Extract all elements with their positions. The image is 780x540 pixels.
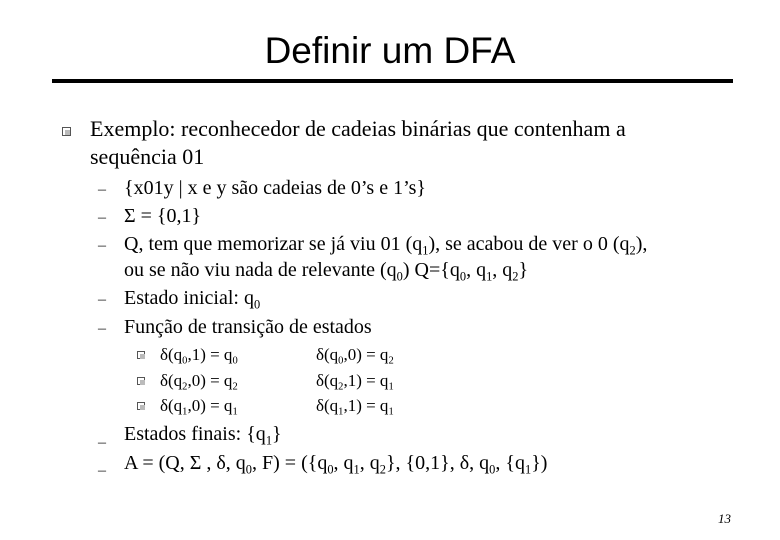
text-part: δ(q (316, 371, 339, 390)
subscript: 0 (245, 462, 252, 477)
subscript: 1 (338, 406, 344, 418)
dash-bullet-icon: – (98, 462, 106, 479)
transition-left-1 (160, 345, 238, 365)
subscript: 2 (388, 355, 394, 367)
transition-right-2 (316, 371, 394, 391)
subscript: 1 (182, 406, 188, 418)
transition-left-2 (160, 371, 238, 391)
dash-bullet-icon: – (98, 181, 106, 198)
subscript: 2 (629, 243, 636, 258)
dash-bullet-icon: – (98, 291, 106, 308)
subscript: 2 (182, 381, 188, 393)
subscript: 1 (232, 406, 238, 418)
language-definition: {x01y | x e y são cadeias de 0’s e 1’s} (124, 177, 427, 199)
text-part: }) (531, 452, 548, 474)
subscript: 1 (353, 462, 360, 477)
text-part: ,0) = q (343, 345, 389, 364)
square-bullet-icon (137, 351, 145, 359)
example-line-1: Exemplo: reconhecedor de cadeias binárias que contenham a (90, 116, 626, 141)
states-note-line-1 (124, 233, 647, 256)
subscript: 0 (489, 462, 496, 477)
text-part: }, {0,1}, δ, q (385, 452, 490, 474)
text-part: ,1) = q (343, 371, 389, 390)
text-part: ), (635, 233, 648, 255)
example-line-2: sequência 01 (90, 144, 205, 169)
subscript: 1 (524, 462, 532, 477)
text-part: δ(q (160, 396, 183, 415)
states-note-line-2 (124, 259, 528, 282)
page-number: 13 (718, 511, 731, 526)
subscript: 2 (512, 269, 519, 284)
text-part: δ(q (316, 345, 339, 364)
text-part: ) Q={q (402, 259, 460, 281)
transition-right-3 (316, 396, 394, 416)
subscript: 2 (379, 462, 386, 477)
subscript: 0 (338, 355, 344, 367)
automaton-tuple (124, 452, 547, 475)
text-part: , q (466, 259, 487, 281)
subscript: 1 (486, 269, 493, 284)
subscript: 1 (388, 406, 394, 418)
initial-state (124, 287, 260, 310)
slide-title: Definir um DFA (264, 30, 516, 71)
subscript: 1 (422, 243, 429, 258)
square-bullet-icon (137, 402, 145, 410)
subscript: 2 (338, 381, 344, 393)
dash-bullet-icon: – (98, 434, 106, 451)
dash-bullet-icon: – (98, 320, 106, 337)
subscript: 0 (232, 355, 238, 367)
text-part: ou se não viu nada de relevante (q (124, 259, 397, 281)
square-bullet-icon (62, 127, 71, 136)
dash-bullet-icon: – (98, 209, 106, 226)
text-part: δ(q (160, 345, 183, 364)
text-part: ,1) = q (187, 345, 233, 364)
subscript: 0 (459, 269, 467, 284)
transition-heading: Função de transição de estados (124, 316, 372, 338)
subscript: 2 (232, 381, 238, 393)
dash-bullet-icon: – (98, 237, 106, 254)
text-part: ,0) = q (187, 371, 233, 390)
text-part: Estado inicial: q (124, 287, 254, 309)
text-part: Estados finais: {q (124, 423, 266, 445)
text-part: ,0) = q (187, 396, 233, 415)
text-part: } (518, 259, 529, 281)
text-part: δ(q (160, 371, 183, 390)
alphabet-definition: Σ = {0,1} (124, 205, 202, 227)
text-part: , {q (495, 452, 525, 474)
text-part: δ(q (316, 396, 339, 415)
subscript: 0 (253, 297, 261, 312)
text-part: } (272, 423, 282, 445)
text-part: Q, tem que memorizar se já viu 01 (q (124, 233, 423, 255)
text-part: A = (Q, Σ , δ, q (124, 452, 246, 474)
subscript: 1 (265, 433, 273, 448)
subscript: 1 (388, 381, 394, 393)
transition-right-1 (316, 345, 394, 365)
text-part: ,1) = q (343, 396, 389, 415)
square-bullet-icon (137, 377, 145, 385)
text-part: , q (492, 259, 513, 281)
title-divider (52, 79, 733, 83)
text-part: , q (333, 452, 354, 474)
subscript: 0 (327, 462, 334, 477)
final-states (124, 423, 282, 446)
subscript: 0 (182, 355, 188, 367)
text-part: ), se acabou de ver o 0 (q (428, 233, 630, 255)
text-part: , q (359, 452, 380, 474)
subscript: 0 (396, 269, 403, 284)
text-part: , F) = ({q (252, 452, 328, 474)
transition-left-3 (160, 396, 238, 416)
